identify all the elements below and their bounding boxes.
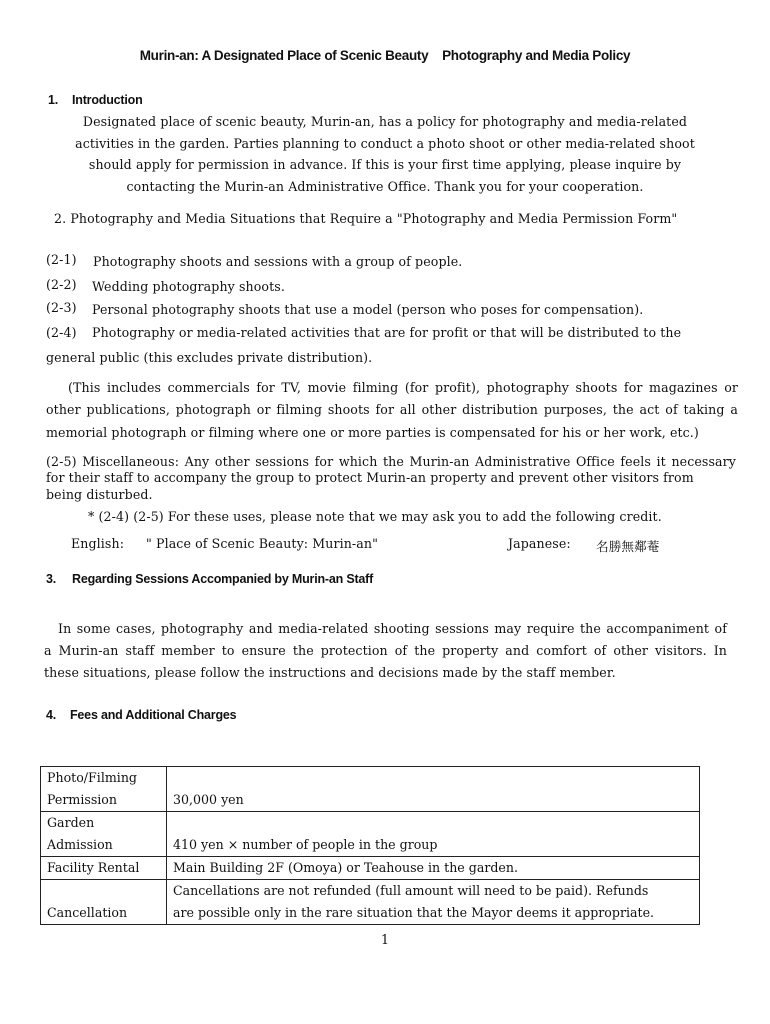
item-2-4-text: Photography or media-related activities that are for profit or that will be distributed to the bbox=[92, 325, 682, 340]
page-title: Murin-an: A Designated Place of Scenic Beauty Photography and Media Policy bbox=[139, 48, 631, 63]
misc-line-2: for their staff to accompany the group to protect Murin-an property and prevent other visitors from bbox=[46, 470, 694, 485]
paren-line-1: (This includes commercials for TV, movie filming (for profit), photography shoots for magazines or bbox=[68, 380, 738, 395]
fee-label-cell bbox=[41, 812, 167, 857]
paren-line-2: other publications, photograph or filming shoots for all other distribution purposes, the act of taking a bbox=[46, 402, 738, 417]
staff-line-3: these situations, please follow the instructions and decisions made by the staff member. bbox=[44, 665, 616, 680]
paren-line-3: memorial photograph or filming where one or more parties is compensated for his or her work, etc.) bbox=[46, 425, 699, 440]
item-2-2-number: (2-2) bbox=[46, 277, 77, 292]
page-number: 1 bbox=[380, 932, 390, 947]
table-row bbox=[41, 812, 700, 857]
fee-label: Photo/Filming bbox=[47, 770, 137, 785]
item-2-4-number: (2-4) bbox=[46, 325, 77, 340]
item-2-4-continuation: general public (this excludes private distribution). bbox=[46, 350, 373, 365]
credit-english-label: English: bbox=[71, 536, 125, 551]
misc-line-1: (2-5) Miscellaneous: Any other sessions for which the Murin-an Administrative Office feels it necessary bbox=[46, 454, 736, 469]
item-2-1-number: (2-1) bbox=[46, 252, 77, 267]
intro-line-3: should apply for permission in advance. If this is your first time applying, please inquire by bbox=[88, 157, 682, 172]
misc-line-3: being disturbed. bbox=[46, 487, 153, 502]
fee-value: Cancellations are not refunded (full amount will need to be paid). Refunds bbox=[173, 883, 649, 898]
fee-label: Admission bbox=[47, 837, 113, 852]
fee-label: Cancellation bbox=[41, 880, 167, 925]
credit-note: * (2-4) (2-5) For these uses, please note that we may ask you to add the following credit. bbox=[88, 509, 662, 524]
section-1-number: 1. bbox=[48, 93, 59, 107]
intro-line-1: Designated place of scenic beauty, Murin-an, has a policy for photography and media-related bbox=[82, 114, 688, 129]
staff-line-2: a Murin-an staff member to ensure the protection of the property and comfort of other visitors. In bbox=[44, 643, 727, 658]
table-row bbox=[41, 857, 700, 880]
staff-line-1: In some cases, photography and media-related shooting sessions may require the accompaniment of bbox=[58, 621, 727, 636]
fee-value: are possible only in the rare situation that the Mayor deems it appropriate. bbox=[173, 905, 655, 920]
section-4-number: 4. bbox=[46, 708, 57, 722]
item-2-1-text: Photography shoots and sessions with a group of people. bbox=[93, 254, 463, 269]
table-row bbox=[41, 767, 700, 812]
fees-table bbox=[40, 766, 700, 925]
section-2-heading: 2. Photography and Media Situations that Require a "Photography and Media Permission Form" bbox=[54, 211, 678, 226]
section-4-heading: Fees and Additional Charges bbox=[70, 708, 237, 722]
item-2-2-text: Wedding photography shoots. bbox=[92, 279, 285, 294]
intro-line-2: activities in the garden. Parties planning to conduct a photo shoot or other media-related shoot bbox=[75, 136, 695, 151]
item-2-3-text: Personal photography shoots that use a model (person who poses for compensation). bbox=[92, 302, 644, 317]
credit-japanese-value: 名勝無鄰菴 bbox=[596, 539, 660, 554]
credit-japanese-label: Japanese: bbox=[508, 536, 571, 551]
fee-value: 30,000 yen bbox=[167, 767, 700, 812]
section-3-heading: Regarding Sessions Accompanied by Murin-an Staff bbox=[72, 572, 374, 586]
section-3-number: 3. bbox=[46, 572, 57, 586]
fee-label-cell bbox=[41, 767, 167, 812]
intro-line-4: contacting the Murin-an Administrative Office. Thank you for your cooperation. bbox=[126, 179, 644, 194]
section-1-heading: Introduction bbox=[72, 93, 143, 107]
table-row bbox=[41, 880, 700, 925]
fee-label: Garden bbox=[47, 815, 95, 830]
item-2-3-number: (2-3) bbox=[46, 300, 77, 315]
fee-value-cell bbox=[167, 880, 700, 925]
fee-label: Facility Rental bbox=[41, 857, 167, 880]
fee-value: Main Building 2F (Omoya) or Teahouse in the garden. bbox=[167, 857, 700, 880]
fee-label: Permission bbox=[47, 792, 117, 807]
fee-value: 410 yen × number of people in the group bbox=[167, 812, 700, 857]
credit-english-value: " Place of Scenic Beauty: Murin-an" bbox=[146, 536, 378, 551]
